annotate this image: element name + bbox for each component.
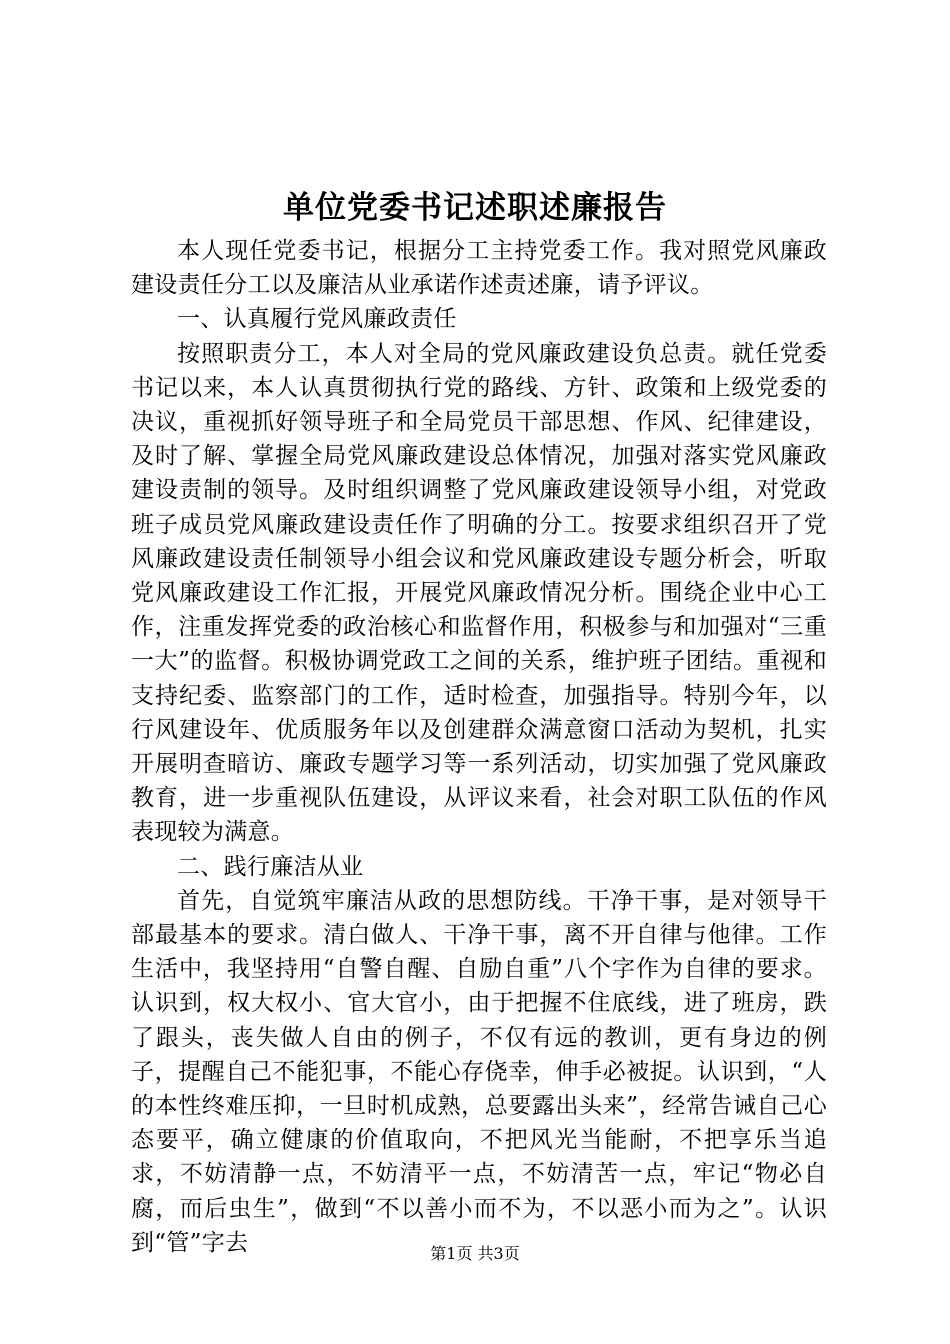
document-title: 单位党委书记述职述廉报告	[283, 190, 667, 226]
section-2-paragraph: 首先，自觉筑牢廉洁从政的思想防线。干净干事，是对领导干部最基本的要求。清白做人、干净干事，离不开自律与他律。工作生活中，我坚持用“自警自醒、自励自重”八个字作为自律的要求。认识到，权大权小、官大官小，由于把握不住底线，进了班房，跌了跟头，丧失做人自由的例子，不仅有远的教训，更有身边的例子，提醒自己不能犯事，不能心存侥幸，伸手必被捉。认识到，“人的本性终难压抑，一旦时机成熟，总要露出头来”，经常告诫自己心态要平，确立健康的价值取向，不把风光当能耐，不把享乐当追求，不妨清静一点，不妨清平一点，不妨清苦一点，牢记“物必自腐，而后虫生”，做到“不以善小而不为，不以恶小而为之”。认识到“管”字去	[131, 887, 827, 1256]
section-1-heading: 一、认真履行党风廉政责任	[177, 306, 457, 333]
intro-paragraph: 本人现任党委书记，根据分工主持党委工作。我对照党风廉政建设责任分工以及廉洁从业承诺作述责述廉，请予评议。	[131, 238, 827, 299]
page-number-footer: 第1页 共3页	[430, 1244, 520, 1263]
document-body	[131, 234, 827, 1260]
section-1-paragraph: 按照职责分工，本人对全局的党风廉政建设负总责。就任党委书记以来，本人认真贯彻执行党的路线、方针、政策和上级党委的决议，重视抓好领导班子和全局党员干部思想、作风、纪律建设，及时了解、掌握全局党风廉政建设总体情况，加强对落实党风廉政建设责制的领导。及时组织调整了党风廉政建设领导小组，对党政班子成员党风廉政建设责任作了明确的分工。按要求组织召开了党风廉政建设责任制领导小组会议和党风廉政建设专题分析会，听取党风廉政建设工作汇报，开展党风廉政情况分析。围绕企业中心工作，注重发挥党委的政治核心和监督作用，积极参与和加强对“三重一大”的监督。积极协调党政工之间的关系，维护班子团结。重视和支持纪委、监察部门的工作，适时检查，加强指导。特别今年，以行风建设年、优质服务年以及创建群众满意窗口活动为契机，扎实开展明查暗访、廉政专题学习等一系列活动，切实加强了党风廉政教育，进一步重视队伍建设，从评议来看，社会对职工队伍的作风表现较为满意。	[131, 340, 827, 846]
section-2-heading: 二、践行廉洁从业	[177, 853, 364, 880]
